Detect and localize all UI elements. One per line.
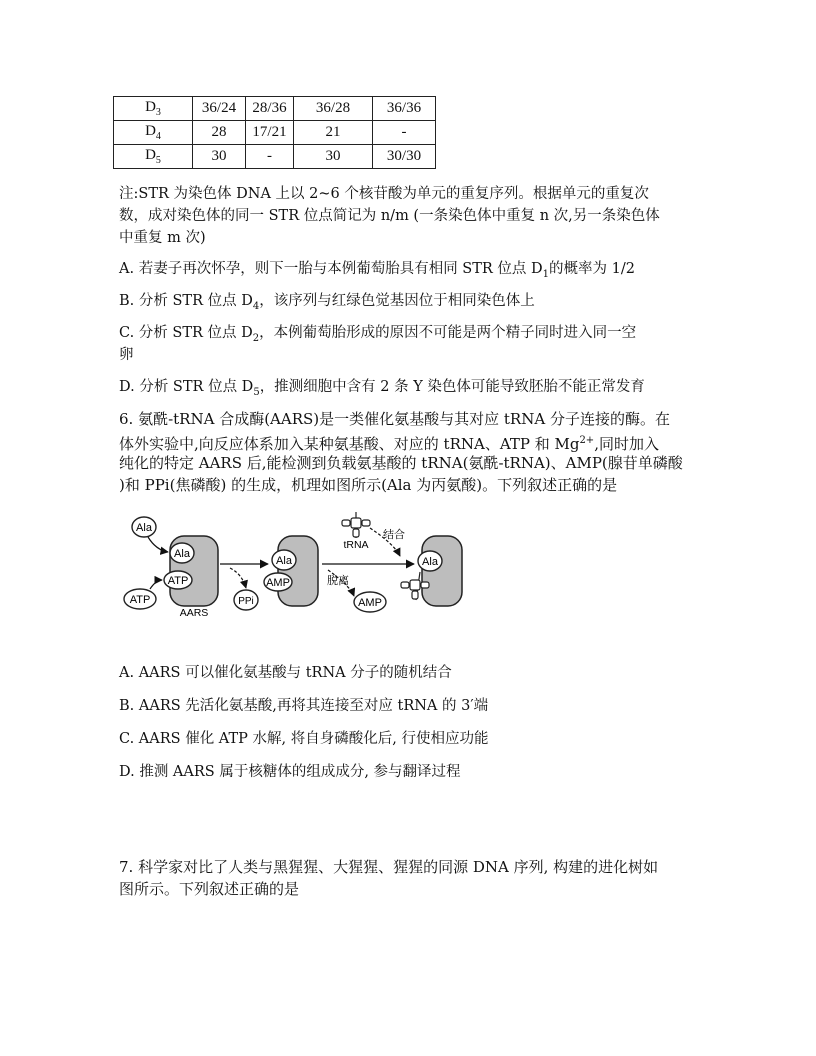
q6-option-c: C. AARS 催化 ATP 水解, 将自身磷酸化后, 行使相应功能 (119, 731, 489, 747)
q6-option-d: D. 推测 AARS 属于核糖体的组成成分, 参与翻译过程 (119, 764, 461, 780)
aars-label: AARS (179, 607, 209, 619)
trna-cloverleaf (342, 512, 370, 538)
q5-option-a: A. 若妻子再次怀孕，则下一胎与本例葡萄胎具有相同 STR 位点 $D_1$的概率为 1/2 (119, 261, 635, 280)
str-value-cell: 36/28 (294, 97, 373, 121)
atp-binding-arrow (150, 580, 162, 589)
q5-option-c: C. 分析 STR 位点 $D_2$，本例葡萄胎形成的原因不可能是两个精子同时进入同一空 (119, 325, 637, 344)
free-atp-label: ATP (129, 594, 151, 606)
ppi-release-arrow (230, 568, 246, 588)
aars-mechanism-diagram (118, 508, 478, 620)
note-line-2: 数，成对染色体的同一 STR 位点简记为 n/m (一条染色体中重复 n 次,另一条染色体 (119, 208, 660, 224)
str-value-cell: 28 (193, 121, 246, 145)
str-table-row (114, 121, 436, 145)
ala-binding-arrow (148, 537, 168, 552)
release-label: 脱离 (327, 574, 349, 587)
str-table-row (114, 97, 436, 121)
str-value-cell: 17/21 (246, 121, 294, 145)
str-value-cell: - (373, 121, 436, 145)
str-locus-cell: $D_5$ (114, 145, 193, 169)
released-amp-label: AMP (358, 597, 382, 609)
q6-stem-line-3: 纯化的特定 AARS 后,能检测到负载氨基酸的 tRNA(氨酰-tRNA)、AMP(腺苷单磷酸 (119, 454, 683, 472)
str-value-cell: 28/36 (246, 97, 294, 121)
str-value-cell: 21 (294, 121, 373, 145)
q5-option-c-line2: 卵 (119, 347, 134, 363)
str-locus-cell: $D_4$ (114, 121, 193, 145)
str-value-cell: 30/30 (373, 145, 436, 169)
str-table-row (114, 145, 436, 169)
free-ala-label: Ala (136, 522, 152, 534)
ppi-label: PPi (238, 596, 254, 607)
str-locus-cell: $D_3$ (114, 97, 193, 121)
note-line-3: 中重复 m 次) (119, 230, 206, 246)
aars-enzyme-2 (278, 536, 318, 606)
bound-atp-label: ATP (167, 575, 189, 587)
q6-option-a: A. AARS 可以催化氨基酸与 tRNA 分子的随机结合 (119, 665, 452, 681)
str-value-cell: 30 (294, 145, 373, 169)
q6-option-b: B. AARS 先活化氨基酸,再将其连接至对应 tRNA 的 3′端 (119, 698, 489, 714)
str-value-cell: 36/24 (193, 97, 246, 121)
str-value-cell: 30 (193, 145, 246, 169)
q6-stem-line-2: 体外实验中,向反应体系加入某种氨基酸、对应的 tRNA、ATP 和 $Mg^{2+}$,同时加入 (119, 435, 659, 453)
str-value-cell: - (246, 145, 294, 169)
note-line-1: 注:STR 为染色体 DNA 上以 2~6 个核苷酸为单元的重复序列。根据单元的重复次 (119, 186, 649, 202)
str-table (113, 96, 436, 169)
q7-stem-line-1: 7. 科学家对比了人类与黑猩猩、大猩猩、猩猩的同源 DNA 序列, 构建的进化树如 (119, 858, 659, 876)
str-value-cell: 36/36 (373, 97, 436, 121)
q5-option-d: D. 分析 STR 位点 $D_5$，推测细胞中含有 2 条 Y 染色体可能导致胚胎不能正常发育 (119, 379, 645, 398)
ala-amp-amp-label: AMP (266, 577, 290, 589)
trna-label: tRNA (343, 539, 369, 551)
q5-option-b: B. 分析 STR 位点 $D_4$，该序列与红绿色觉基因位于相同染色体上 (119, 293, 535, 312)
bound-ala-label: Ala (174, 548, 190, 560)
q7-stem-line-2: 图所示。下列叙述正确的是 (119, 880, 300, 898)
q6-stem-line-4: )和 PPi(焦磷酸) 的生成，机理如图所示(Ala 为丙氨酸)。下列叙述正确的是 (119, 476, 618, 494)
bind-label: 结合 (383, 528, 405, 541)
q6-stem-line-1: 6. 氨酰-tRNA 合成酶(AARS)是一类催化氨基酸与其对应 tRNA 分子连接的酶。在 (119, 410, 670, 428)
ala-amp-ala-label: Ala (276, 555, 292, 567)
aminoacyl-ala-label: Ala (422, 556, 438, 568)
